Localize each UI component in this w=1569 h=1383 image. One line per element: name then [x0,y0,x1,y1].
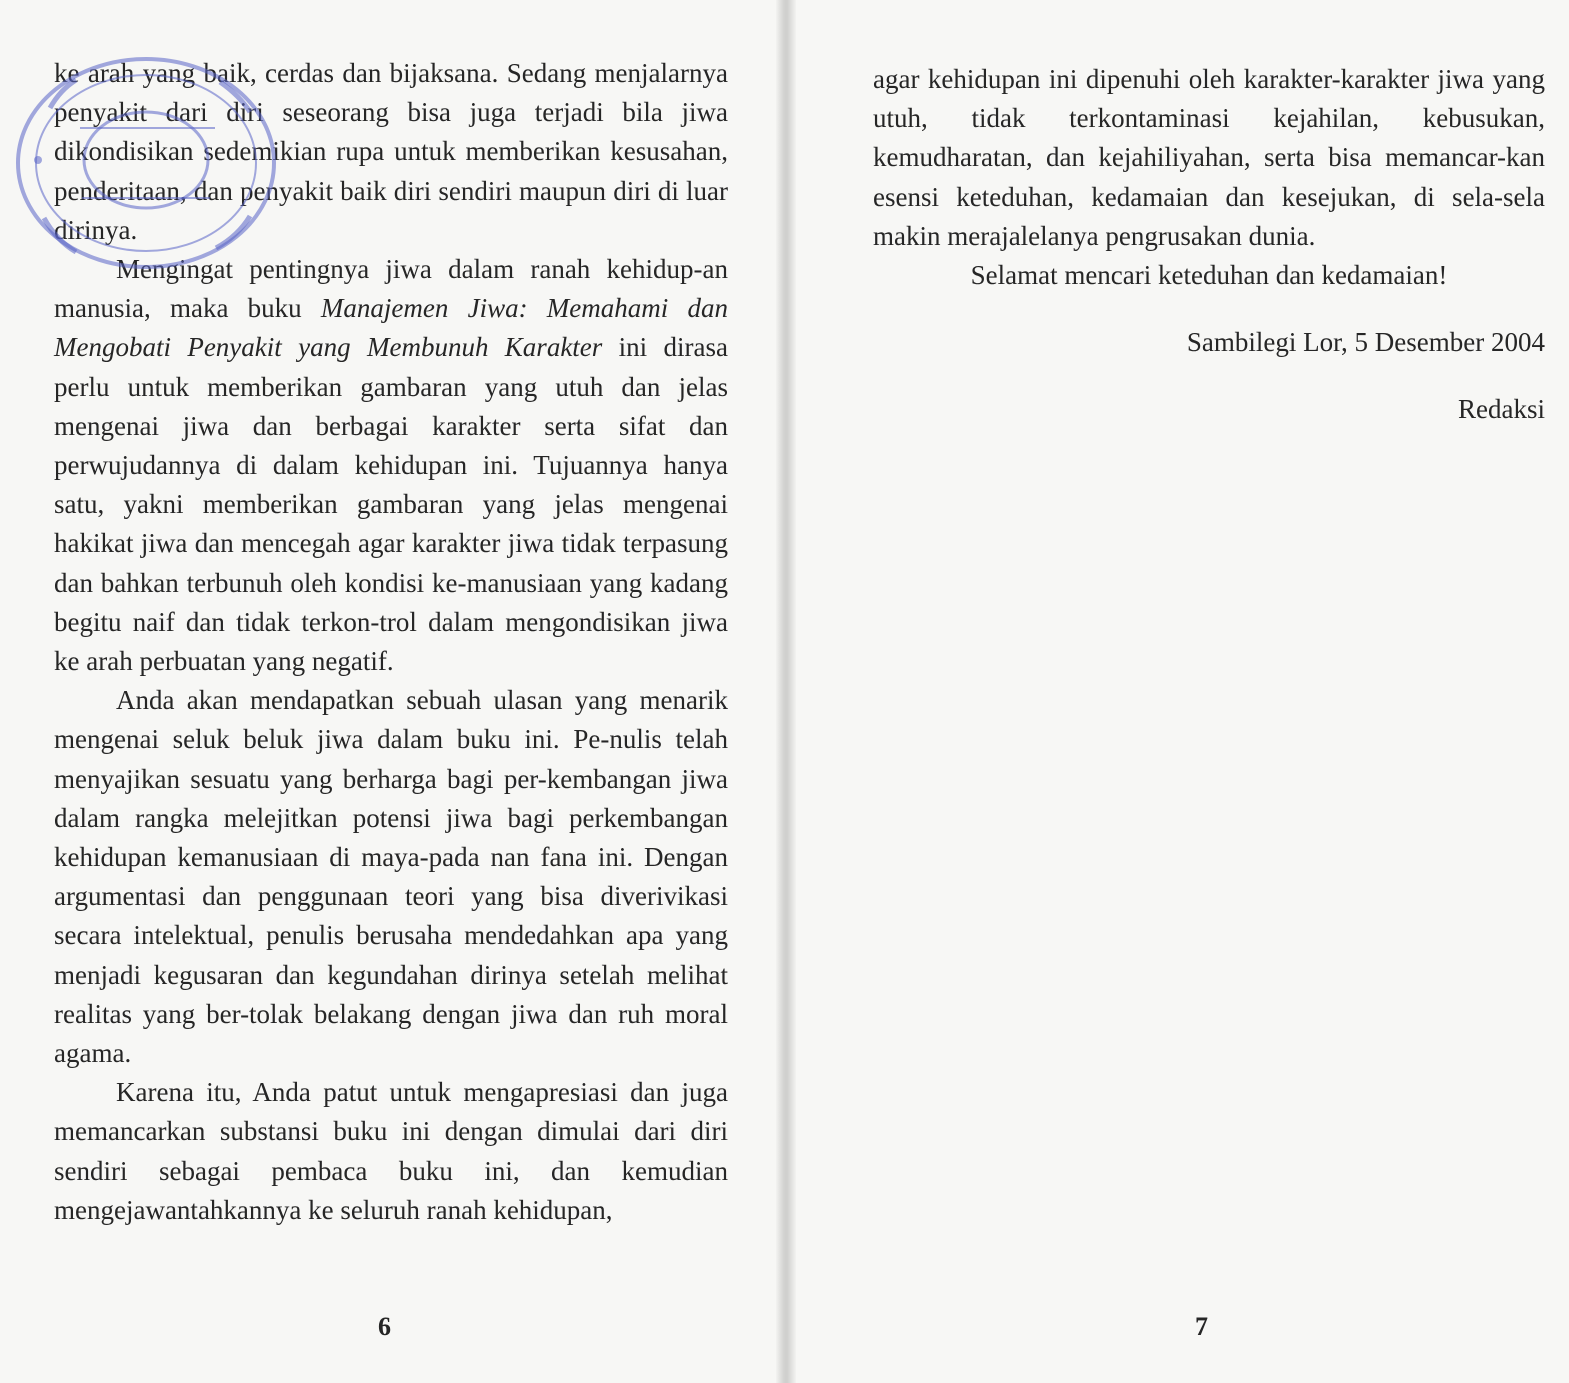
page-number-left: 6 [378,1312,391,1341]
left-page-text [54,54,728,1230]
paragraph-2-before: Mengingat pentingnya jiwa dalam ranah kehidup-an manusia, maka buku [54,254,728,324]
paragraph-4: Karena itu, Anda patut untuk mengapresiasi dan juga memancarkan substansi buku ini dengan dimulai dari diri sendiri sebagai pembaca buku ini, dan kemudian mengejawantahkannya ke seluruh ranah kehidupan, [54,1077,728,1225]
paragraph-1: ke arah yang baik, cerdas dan bijaksana. Sedang menjalarnya penyakit dari diri seseorang bisa juga terjadi bila jiwa dikondisikan sedemikian rupa untuk memberikan kesusahan, penderitaan, dan penyakit baik diri sendiri maupun diri di luar dirinya. [54,58,728,245]
page-number-right: 7 [1195,1312,1208,1341]
closing-line: Selamat mencari keteduhan dan kedamaian! [970,260,1448,291]
paragraph-2 [54,250,728,681]
paragraph-2-after: ini dirasa perlu untuk memberikan gambaran yang utuh dan jelas mengenai jiwa dan berbagai karakter serta sifat dan perwujudannya di dalam kehidupan ini. Tujuannya hanya satu, yakni memberikan gambaran yang jelas mengenai hakikat jiwa dan mencegah agar karakter jiwa tidak terpasung dan bahkan terbunuh oleh kondisi ke-manusiaan yang kadang begitu naif dan tidak terkon-trol dalam mengondisikan jiwa ke arah perbuatan yang negatif. [54,332,728,677]
paragraph-5: agar kehidupan ini dipenuhi oleh karakter-karakter jiwa yang utuh, tidak terkontaminasi kejahilan, kebusukan, kemudharatan, dan kejahiliyahan, serta bisa memancar-kan esensi keteduhan, kedamaian dan kesejukan, di sela-sela makin merajalelanya pengrusakan dunia. [873,64,1545,251]
paragraph-3: Anda akan mendapatkan sebuah ulasan yang menarik mengenai seluk beluk jiwa dalam buku ini. Pe-nulis telah menyajikan sesuatu yang berharga bagi per-kembangan jiwa dalam rangka melejitkan potensi jiwa bagi perkembangan kehidupan kemanusiaan di maya-pada nan fana ini. Dengan argumentasi dan penggunaan teori yang bisa diverivikasi secara intelektual, penulis berusaha mendedahkan apa yang menjadi kegusaran dan kegundahan dirinya setelah melihat realitas yang ber-tolak belakang dengan jiwa dan ruh moral agama. [54,685,728,1069]
right-page-text [873,60,1545,430]
book-gutter [776,0,796,1383]
signature: Redaksi [1458,394,1545,425]
book-title: Manajemen Jiwa: Memahami dan Mengobati Penyakit yang Membunuh Karakter [54,293,728,363]
place-date: Sambilegi Lor, 5 Desember 2004 [1186,327,1545,358]
